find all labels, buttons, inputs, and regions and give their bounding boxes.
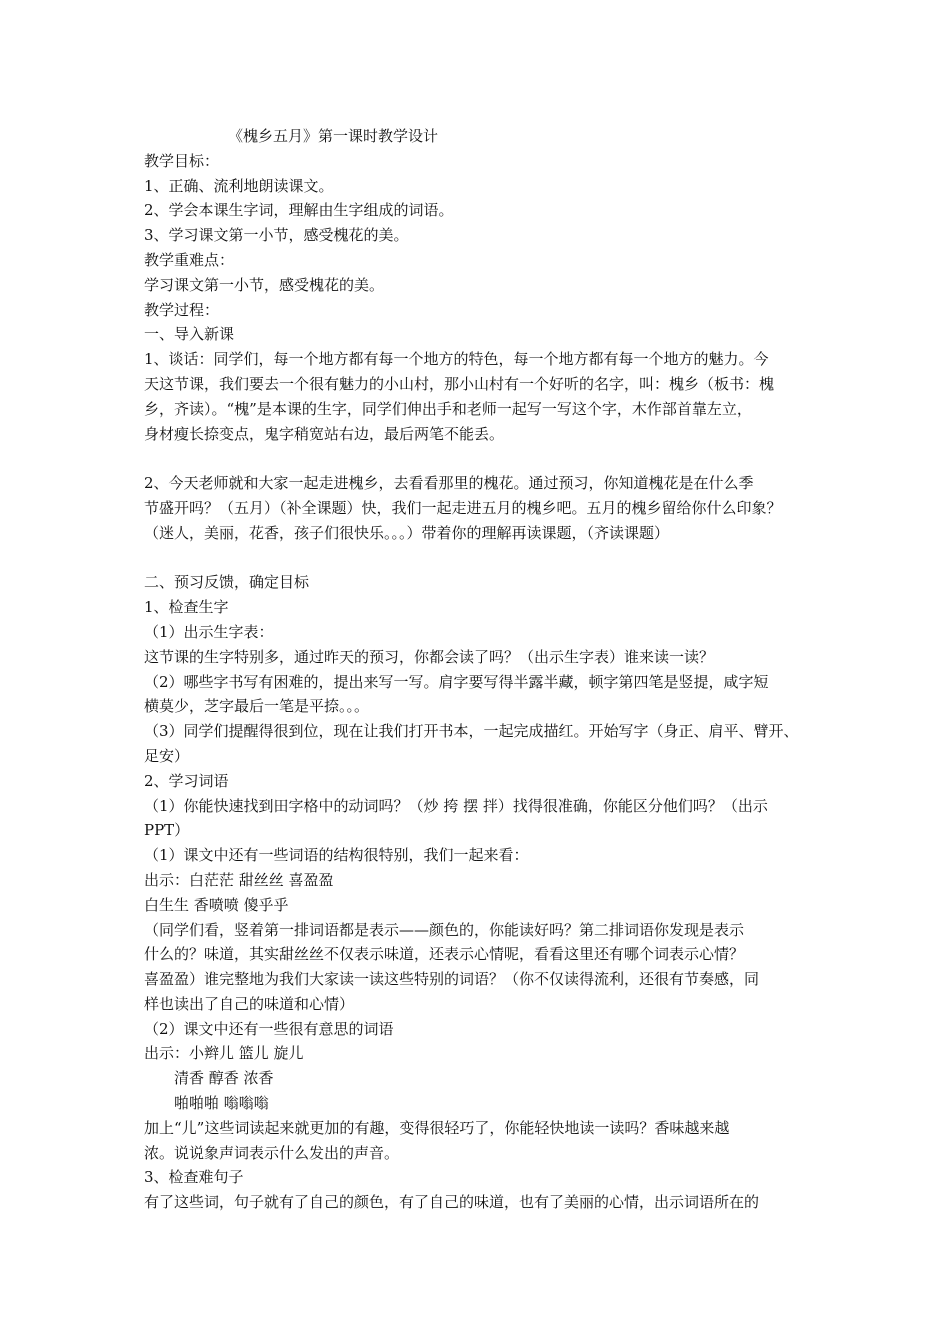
blank-line — [144, 446, 812, 471]
text-line: （3）同学们提醒得很到位，现在让我们打开书本，一起完成描红。开始写字（身正、肩平、臂开、 — [144, 722, 799, 741]
text-line: 横莫少，芝字最后一笔是平捺。。。 — [144, 697, 370, 716]
document-title: 《槐乡五月》第一课时教学设计 — [228, 127, 439, 145]
text-line: 清香 醇香 浓香 — [174, 1069, 274, 1088]
text-line: 教学重难点： — [144, 250, 235, 269]
text-line: 二、预习反馈，确定目标 — [144, 573, 310, 592]
text-line: 2、今天老师就和大家一起走进槐乡，去看看那里的槐花。通过预习，你知道槐花是在什么季 — [144, 474, 754, 493]
text-line: 一、导入新课 — [144, 325, 235, 344]
text-line: 喜盈盈）谁完整地为我们大家读一读这些特别的词语？（你不仅读得流利，还很有节奏感，同 — [144, 970, 760, 989]
text-line: 浓。说说象声词表示什么发出的声音。 — [144, 1143, 400, 1162]
text-line: （同学们看，竖着第一排词语都是表示——颜色的，你能读好吗？第二排词语你发现是表示 — [144, 920, 745, 939]
text-line: （2）课文中还有一些很有意思的词语 — [144, 1019, 394, 1038]
text-line: 这节课的生字特别多，通过昨天的预习，你都会读了吗？（出示生字表）谁来读一读？ — [144, 647, 715, 666]
text-line: 教学过程： — [144, 300, 220, 319]
document-body — [144, 124, 812, 1215]
text-line: 足安） — [144, 746, 190, 765]
text-line: 1、检查生字 — [144, 598, 229, 617]
text-line: 乡，齐读）。“槐”是本课的生字，同学们伸出手和老师一起写一写这个字，木作部首靠左立， — [144, 399, 752, 418]
text-line: 出示：白茫茫 甜丝丝 喜盈盈 — [144, 870, 334, 889]
text-line: 有了这些词，句子就有了自己的颜色，有了自己的味道，也有了美丽的心情，出示词语所在的 — [144, 1193, 760, 1212]
text-line: 出示：小辫儿 篮儿 旋儿 — [144, 1044, 304, 1063]
text-line: （迷人，美丽，花香，孩子们很快乐。。。）带着你的理解再读课题，（齐读课题） — [144, 523, 670, 542]
text-line: 3、学习课文第一小节，感受槐花的美。 — [144, 226, 409, 245]
text-line: 学习课文第一小节，感受槐花的美。 — [144, 275, 385, 294]
text-line: 天这节课，我们要去一个很有魅力的小山村，那小山村有一个好听的名字，叫：槐乡（板书：槐 — [144, 374, 775, 393]
text-line: PPT） — [144, 821, 190, 840]
text-line: 1、正确、流利地朗读课文。 — [144, 176, 334, 195]
text-line: 1、谈话：同学们，每一个地方都有每一个地方的特色，每一个地方都有每一个地方的魅力。今 — [144, 350, 769, 369]
text-line: （2）哪些字书写有困难的，提出来写一写。肩字要写得半露半藏，顿字第四笔是竖提，咸字短 — [144, 672, 769, 691]
text-line: 样也读出了自己的味道和心情） — [144, 994, 355, 1013]
text-line: 3、检查难句子 — [144, 1168, 244, 1187]
text-line: 身材瘦长捺变点，鬼字稍宽站右边，最后两笔不能丢。 — [144, 424, 505, 443]
text-line: 教学目标： — [144, 151, 220, 170]
text-line: 节盛开吗？（五月）（补全课题）快，我们一起走进五月的槐乡吧。五月的槐乡留给你什么印象？ — [144, 498, 782, 517]
text-line: （1）出示生字表： — [144, 622, 274, 641]
text-line: （1）课文中还有一些词语的结构很特别，我们一起来看： — [144, 846, 529, 865]
text-line: 2、学会本课生字词，理解由生字组成的词语。 — [144, 201, 454, 220]
text-line: （1）你能快速找到田字格中的动词吗？（炒 挎 摆 拌）找得很准确，你能区分他们吗？（出示 — [144, 796, 768, 815]
text-line: 啪啪啪 嗡嗡嗡 — [174, 1094, 269, 1113]
text-line: 白生生 香喷喷 傻乎乎 — [144, 895, 289, 914]
text-line: 什么的？味道，其实甜丝丝不仅表示味道，还表示心情呢，看看这里还有哪个词表示心情？ — [144, 945, 745, 964]
blank-line — [144, 546, 812, 571]
text-line: 加上“儿”这些词读起来就更加的有趣，变得很轻巧了，你能轻快地读一读吗？香味越来越 — [144, 1118, 730, 1137]
text-line: 2、学习词语 — [144, 771, 229, 790]
